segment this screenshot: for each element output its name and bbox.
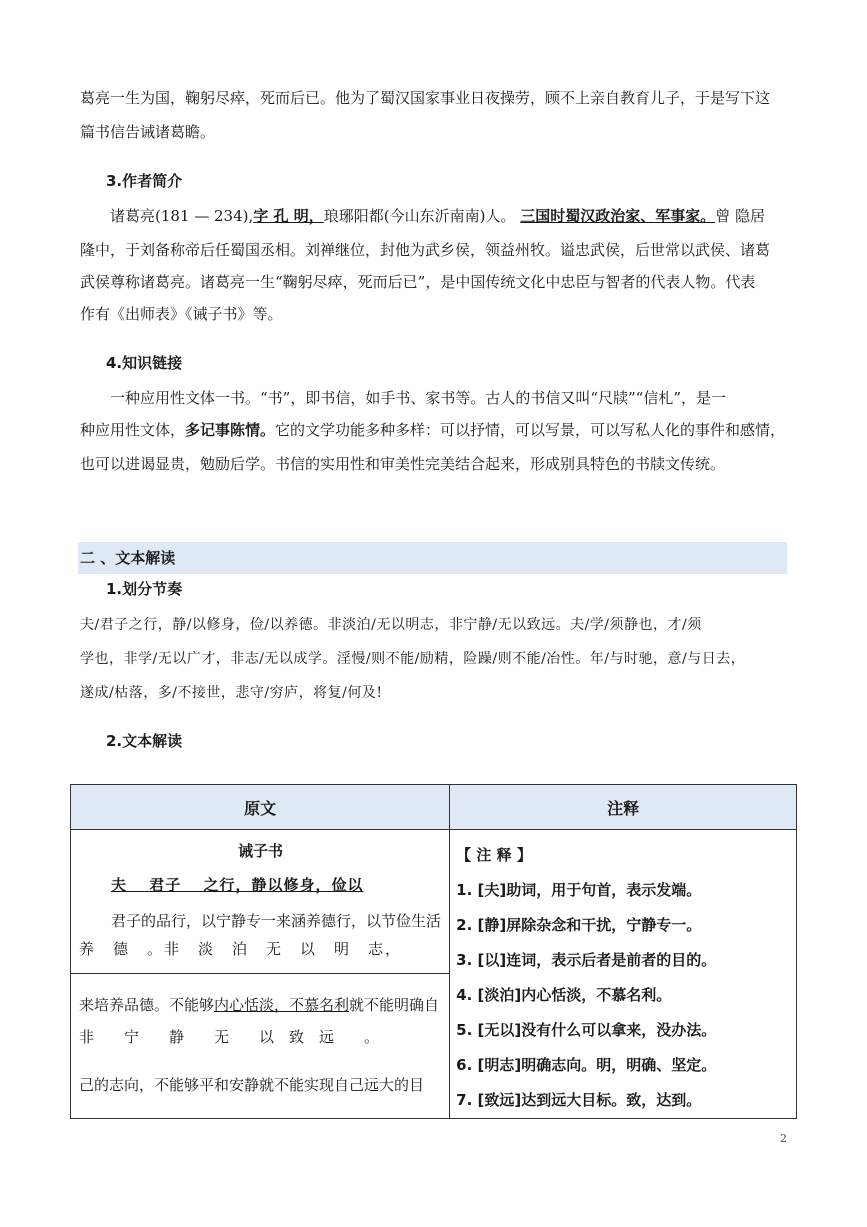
note-item: 6. [明志]明确志向。明，明确、坚定。 <box>456 1056 717 1074</box>
note-item: 4. [淡泊]内心恬淡，不慕名利。 <box>456 986 672 1004</box>
knowledge-link-heading: 4.知识链接 <box>106 354 183 372</box>
author-identity: 三国时蜀汉政治家、军事家。 <box>520 207 716 225</box>
author-para-line-3: 武侯尊称诸葛亮。诸葛亮一生“鞠躬尽瘁，死而后已”，是中国传统文化中忠臣与智者的代表人物。代表 <box>80 273 756 291</box>
text-annotation-table <box>70 784 797 1119</box>
translation-line-2 <box>79 994 439 1015</box>
knowledge-para-line-1: 一种应用性文体一书。“书”，即书信，如手书、家书等。古人的书信又叫“尺牍”“信札”，是一 <box>110 389 727 407</box>
author-intro-heading: 3.作者简介 <box>106 172 183 190</box>
translation-text-c: 就不能明确自 <box>349 996 440 1014</box>
rhythm-line-3: 遂成/枯落，多/不接世，悲守/穷庐，将复/何及! <box>80 685 383 701</box>
note-item: 3. [以]连词，表示后者是前者的目的。 <box>456 951 717 969</box>
author-para-line-2: 隆中，于刘备称帝后任蜀国丞相。刘禅继位，封他为武乡侯，领益州牧。谥忠武侯，后世常以武侯、诸葛 <box>80 241 771 259</box>
knowledge-text-c: 它的文学功能多种多样：可以抒情，可以写景，可以写私人化的事件和感情， <box>275 421 786 439</box>
intro-line-1: 葛亮一生为国，鞠躬尽瘁，死而后已。他为了蜀汉国家事业日夜操劳，顾不上亲自教育儿子，于是写下这 <box>80 89 771 107</box>
rhythm-heading: 1.划分节奏 <box>106 580 183 598</box>
intro-line-2: 篇书信告诫诸葛瞻。 <box>80 123 216 141</box>
translation-line-1: 君子的品行，以宁静专一来涵养德行，以节俭生活 <box>111 912 442 930</box>
knowledge-text-a: 种应用性文体， <box>80 421 186 439</box>
author-text-continue: 曾 隐居 <box>715 207 766 225</box>
notes-title: 【 注 释 】 <box>456 846 532 864</box>
original-line-1: 夫 君子 之行，静以修身，俭以 <box>111 876 364 894</box>
author-para-line-4: 作有《出师表》《诫子书》等。 <box>80 305 283 323</box>
translation-underlined: 内心恬淡，不慕名利 <box>214 996 350 1014</box>
author-courtesy-name: 字 孔 明， <box>253 207 324 225</box>
rhythm-line-2: 学也，非学/无以广才，非志/无以成学。淫慢/则不能/励精，险躁/则不能/冶性。年/与时驰，意/与日去， <box>80 651 746 667</box>
notes-cell <box>450 830 797 1119</box>
knowledge-para-line-2 <box>80 414 792 446</box>
cell-divider <box>71 973 450 974</box>
knowledge-para-line-3: 也可以进谒显贵，勉励后学。书信的实用性和审美性完美结合起来，形成别具特色的书牍文传统。 <box>80 455 726 473</box>
table-header-original: 原文 <box>71 785 450 830</box>
translation-text-a: 来培养品德。不能够 <box>79 996 215 1014</box>
note-item: 1. [夫]助词，用于句首，表示发端。 <box>456 881 702 899</box>
notes-list <box>450 830 796 1118</box>
author-para-line-1 <box>80 200 792 232</box>
page-number: 2 <box>780 1132 787 1145</box>
rhythm-line-1: 夫/君子之行，静/以修身，俭/以养德。非淡泊/无以明志，非宁静/无以致远。夫/学/须静也，才/须 <box>80 617 702 633</box>
note-item: 2. [静]屏除杂念和干扰，宁静专一。 <box>456 916 702 934</box>
original-title: 诫子书 <box>237 842 283 860</box>
knowledge-emphasis: 多记事陈情。 <box>185 421 276 439</box>
original-line-3: 非 宁 静 无 以 致 远 。 <box>79 1028 380 1046</box>
translation-line-3: 己的志向，不能够平和安静就不能实现自己远大的目 <box>79 1076 425 1094</box>
note-item: 5. [无以]没有什么可以拿来，没办法。 <box>456 1021 717 1039</box>
author-years: 诸葛亮(181 — 234), <box>110 207 254 225</box>
section-band-text-reading: 二 、文本解读 <box>78 542 787 574</box>
note-item: 7. [致远]达到远大目标。致，达到。 <box>456 1091 702 1109</box>
text-reading-heading: 2.文本解读 <box>106 732 183 750</box>
original-text-cell <box>71 830 450 1119</box>
author-hometown: 琅琊阳都(今山东沂南南)人。 <box>323 207 516 225</box>
table-header-notes: 注释 <box>450 785 797 830</box>
original-line-2: 养 德 。非 淡 泊 无 以 明 志， <box>79 940 403 958</box>
